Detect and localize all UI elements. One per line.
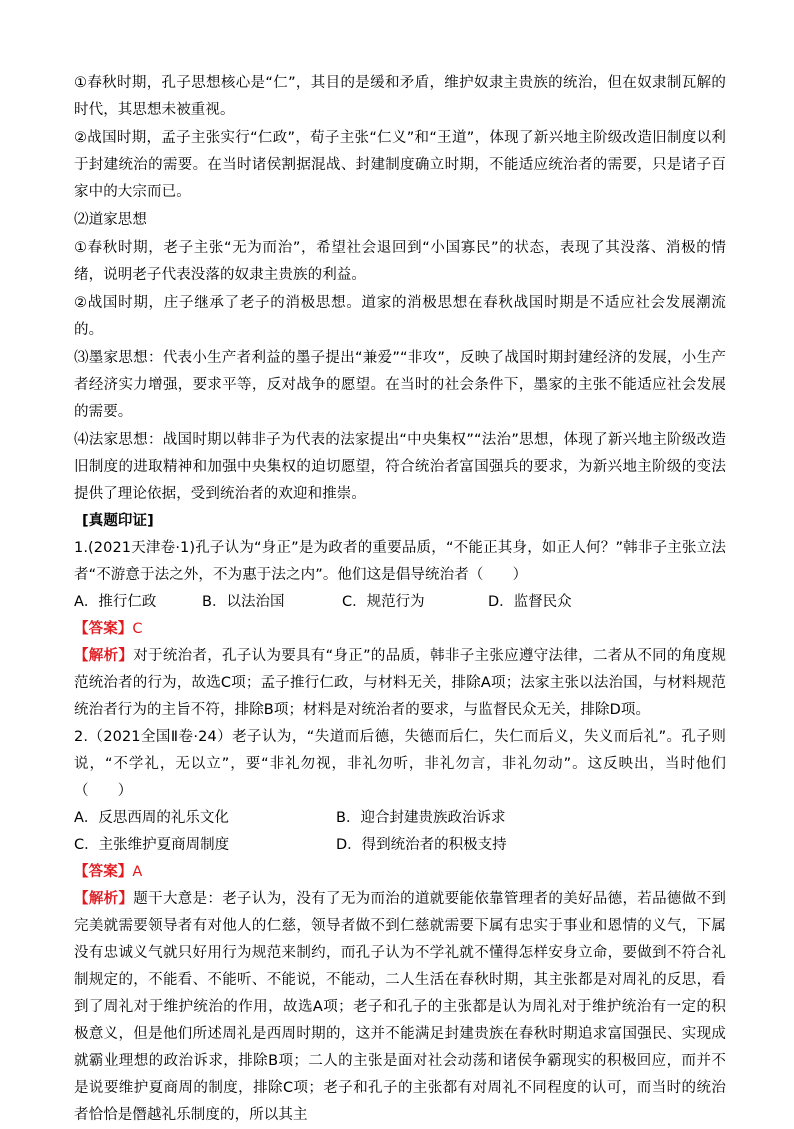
q2-option-a: A．反思西周的礼乐文化 [74,810,229,826]
document-page [74,70,726,1129]
q2-analysis-text: 题干大意是：老子认为，没有了无为而治的道就要能依靠管理者的美好品德，若品德做不到完美就需要领导者有对他人的仁慈，领导者做不到仁慈就需要下属有忠实于事业和恩情的义气，下属没有忠诚义气就只好用行为规范来制约，而孔子认为不学礼就不懂得怎样安身立命，要做到不符合礼制规定的，不能看、不能听、不能说，不能动，二人生活在春秋时期，其主张都是对周礼的反思，看到了周礼对于维护统治的作用，故选A项；老子和孔子的主张都是认为周礼对于维护统治有一定的积极意义，但是他们所述周礼是西周时期的，这并不能满足封建贵族在春秋时期追求富国强民、实现成就霸业理想的政治诉求，排除B项；二人的主张是面对社会动荡和诸侯争霸现实的积极回应，而并不是说要维护夏商周的制度，排除C项；老子和孔子的主张都有对周礼不同程度的认可，而当时的统治者恰恰是僭越礼乐制度的，所以其主 [74,891,726,1123]
paragraph-laozi: ①春秋时期，老子主张“无为而治”，希望社会退回到“小国寡民”的状态，表现了其没落、消极的情绪，说明老子代表没落的奴隶主贵族的利益。 [74,240,726,283]
paragraph-mohism: ⑶墨家思想：代表小生产者利益的墨子提出“兼爱”“非攻”，反映了战国时期封建经济的发展，小生产者经济实力增强，要求平等，反对战争的愿望。在当时的社会条件下，墨家的主张不能适应社会发展的需要。 [74,350,726,420]
q1-answer-value: C [132,621,143,637]
paragraph-confucius-spring-autumn: ①春秋时期，孔子思想核心是“仁”，其目的是缓和矛盾，维护奴隶主贵族的统治，但在奴隶制瓦解的时代，其思想未被重视。 [74,75,726,118]
q2-option-b: B．迎合封建贵族政治诉求 [336,810,506,826]
q2-option-c: C．主张维护夏商周制度 [74,837,230,853]
q1-analysis-text: 对于统治者，孔子认为要具有“身正”的品质，韩非子主张应遵守法律，二者从不同的角度规范统治者的行为，故选C项；孟子推行仁政，与材料无关，排除A项；法家主张以法治国，与材料规范统治者行为的主旨不符，排除B项；材料是对统治者的要求，与监督民众无关，排除D项。 [74,648,726,718]
q1-option-c: C．规范行为 [342,594,425,610]
q1-option-a: A．推行仁政 [74,594,157,610]
paragraph-zhuangzi: ②战国时期，庄子继承了老子的消极思想。道家的消极思想在春秋战国时期是不适应社会发展潮流的。 [74,295,726,338]
q1-option-b: B．以法治国 [202,594,285,610]
q1-answer-line [74,616,726,643]
paragraph-legalism: ⑷法家思想：战国时期以韩非子为代表的法家提出“中央集权”“法治”思想，体现了新兴地主阶级改造旧制度的进取精神和加强中央集权的迫切愿望，符合统治者富国强兵的要求，为新兴地主阶级的变法提供了理论依据，受到统治者的欢迎和推崇。 [74,432,726,502]
q2-answer-line [74,859,726,886]
q2-answer-label: 【答案】 [74,864,133,880]
heading-taoism: ⑵道家思想 [74,212,147,228]
q1-analysis-label: 【解析】 [74,648,134,664]
question-1-options [74,589,726,616]
q2-analysis [74,886,726,1129]
paragraph-mencius-xunzi: ②战国时期，孟子主张实行“仁政”，荀子主张“仁义”和“王道”，体现了新兴地主阶级改造旧制度以利于封建统治的需要。在当时诸侯割据混战、封建制度确立时期，不能适应统治者的需要，只是诸子百家中的大宗而已。 [74,130,726,200]
q2-option-d: D．得到统治者的积极支持 [336,837,507,853]
section-title-exam-proof: [真题印证] [82,513,154,529]
question-2-options [74,805,726,859]
q1-analysis [74,643,726,724]
q2-analysis-label: 【解析】 [74,891,134,907]
question-1-stem: 1.(2021天津卷·1)孔子认为“身正”是为政者的重要品质，“不能正其身，如正人何？”韩非子主张立法者“不游意于法之外，不为惠于法之内”。他们这是倡导统治者（ ） [74,540,726,583]
q1-answer-label: 【答案】 [74,621,133,637]
question-2-stem: 2.（2021全国Ⅱ卷·24）老子认为，“失道而后德，失德而后仁，失仁而后义，失义而后礼”。孔子则说，“不学礼，无以立”，要“非礼勿视，非礼勿听，非礼勿言，非礼勿动”。这反映出，当时他们（ ） [74,729,726,799]
q1-option-d: D．监督民众 [488,594,572,610]
q2-answer-value: A [132,864,143,880]
